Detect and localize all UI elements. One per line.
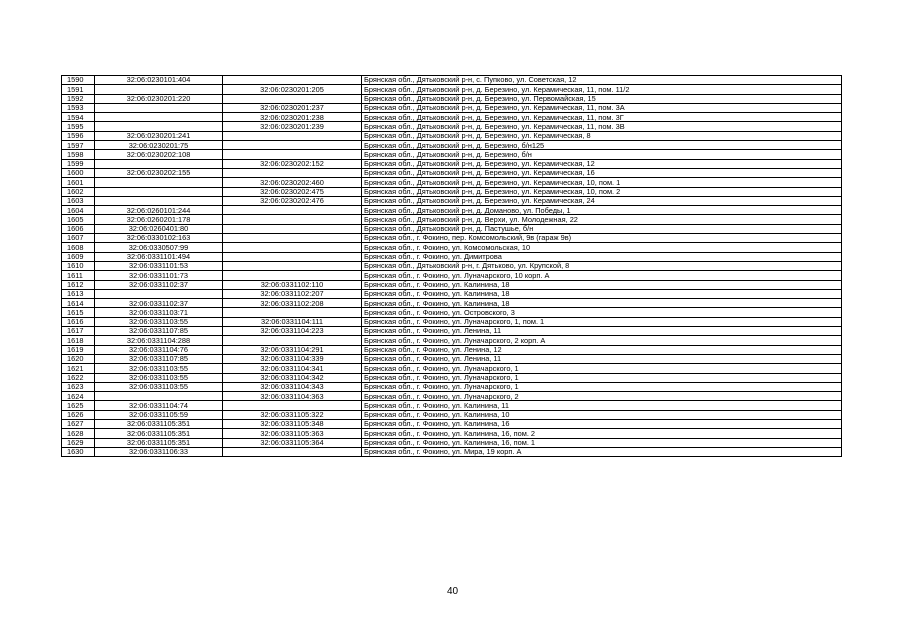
address-cell: Брянская обл., г. Фокино, ул. Калинина, 10 [362,410,842,419]
cadastral-number-cell [95,113,223,122]
row-number-cell: 1609 [62,252,95,261]
address-cell: Брянская обл., Дятьковский р-н, д. Березино, ул. Керамическая, 10, пом. 2 [362,187,842,196]
table-row [62,206,842,215]
premises-cadastral-number-cell: 32:06:0331102:110 [223,280,362,289]
table-row [62,196,842,205]
row-number-cell: 1624 [62,392,95,401]
premises-cadastral-number-cell: 32:06:0331104:342 [223,373,362,382]
premises-cadastral-number-cell [223,168,362,177]
address-cell: Брянская обл., г. Фокино, ул. Калинина, 18 [362,289,842,298]
row-number-cell: 1606 [62,224,95,233]
cadastral-number-cell: 32:06:0331105:351 [95,438,223,447]
table-row [62,299,842,308]
premises-cadastral-number-cell: 32:06:0331104:341 [223,364,362,373]
address-cell: Брянская обл., г. Фокино, ул. Димитрова [362,252,842,261]
row-number-cell: 1614 [62,299,95,308]
address-cell: Брянская обл., г. Фокино, ул. Калинина, 16 [362,419,842,428]
table-row [62,382,842,391]
table-row [62,113,842,122]
table-row [62,243,842,252]
cadastral-number-cell: 32:06:0330507:99 [95,243,223,252]
premises-cadastral-number-cell [223,94,362,103]
table-row [62,317,842,326]
row-number-cell: 1590 [62,76,95,85]
address-cell: Брянская обл., Дятьковский р-н, д. Доманово, ул. Победы, 1 [362,206,842,215]
cadastral-number-cell [95,196,223,205]
premises-cadastral-number-cell [223,401,362,410]
row-number-cell: 1617 [62,327,95,336]
cadastral-number-cell [95,392,223,401]
cadastral-number-cell: 32:06:0331105:351 [95,429,223,438]
row-number-cell: 1628 [62,429,95,438]
address-cell: Брянская обл., г. Фокино, ул. Калинина, 11 [362,401,842,410]
premises-cadastral-number-cell: 32:06:0230201:238 [223,113,362,122]
cadastral-number-cell: 32:06:0331105:351 [95,419,223,428]
premises-cadastral-number-cell [223,131,362,140]
table-row [62,141,842,150]
cadastral-number-cell: 32:06:0331103:55 [95,317,223,326]
address-cell: Брянская обл., г. Фокино, ул. Луначарского, 1 [362,364,842,373]
cadastral-number-cell [95,178,223,187]
table-row [62,410,842,419]
table-row [62,392,842,401]
address-cell: Брянская обл., Дятьковский р-н, д. Верхи, ул. Молодежная, 22 [362,215,842,224]
premises-cadastral-number-cell: 32:06:0331104:291 [223,345,362,354]
table-row [62,187,842,196]
table-row [62,308,842,317]
premises-cadastral-number-cell: 32:06:0230202:460 [223,178,362,187]
table-row [62,85,842,94]
premises-cadastral-number-cell: 32:06:0230202:475 [223,187,362,196]
row-number-cell: 1594 [62,113,95,122]
table-row [62,271,842,280]
row-number-cell: 1616 [62,317,95,326]
address-cell: Брянская обл., г. Фокино, ул. Островского, 3 [362,308,842,317]
table-row [62,178,842,187]
row-number-cell: 1595 [62,122,95,131]
table-row [62,327,842,336]
premises-cadastral-number-cell: 32:06:0331104:223 [223,327,362,336]
cadastral-number-cell: 32:06:0230201:241 [95,131,223,140]
premises-cadastral-number-cell [223,206,362,215]
premises-cadastral-number-cell [223,336,362,345]
address-cell: Брянская обл., Дятьковский р-н, д. Березино, ул. Керамическая, 11, пом. 3А [362,103,842,112]
address-cell: Брянская обл., г. Фокино, пер. Комсомольский, 9в (гараж 9в) [362,234,842,243]
cadastral-number-cell: 32:06:0331103:55 [95,364,223,373]
table-row [62,234,842,243]
premises-cadastral-number-cell [223,252,362,261]
address-cell: Брянская обл., Дятьковский р-н, д. Березино, ул. Керамическая, 11, пом. 3В [362,122,842,131]
premises-cadastral-number-cell: 32:06:0331104:363 [223,392,362,401]
row-number-cell: 1622 [62,373,95,382]
address-cell: Брянская обл., Дятьковский р-н, д. Березино, ул. Керамическая, 16 [362,168,842,177]
cadastral-number-cell: 32:06:0230101:404 [95,76,223,85]
table-row [62,131,842,140]
table-row [62,103,842,112]
cadastral-number-cell: 32:06:0260401:80 [95,224,223,233]
row-number-cell: 1608 [62,243,95,252]
row-number-cell: 1626 [62,410,95,419]
table-row [62,345,842,354]
cadastral-number-cell: 32:06:0331102:37 [95,280,223,289]
table-row [62,261,842,270]
premises-cadastral-number-cell: 32:06:0331102:207 [223,289,362,298]
registry-table [61,75,842,457]
row-number-cell: 1604 [62,206,95,215]
row-number-cell: 1607 [62,234,95,243]
row-number-cell: 1630 [62,447,95,456]
row-number-cell: 1618 [62,336,95,345]
premises-cadastral-number-cell [223,308,362,317]
address-cell: Брянская обл., Дятьковский р-н, д. Березино, ул. Керамическая, 8 [362,131,842,140]
row-number-cell: 1605 [62,215,95,224]
address-cell: Брянская обл., Дятьковский р-н, д. Березино, б/н125 [362,141,842,150]
address-cell: Брянская обл., г. Фокино, ул. Мира, 19 корп. А [362,447,842,456]
premises-cadastral-number-cell: 32:06:0331102:208 [223,299,362,308]
premises-cadastral-number-cell [223,76,362,85]
cadastral-number-cell: 32:06:0230202:155 [95,168,223,177]
cadastral-number-cell: 32:06:0331107:85 [95,327,223,336]
cadastral-number-cell: 32:06:0331103:71 [95,308,223,317]
row-number-cell: 1602 [62,187,95,196]
address-cell: Брянская обл., г. Фокино, ул. Луначарского, 1 [362,373,842,382]
cadastral-number-cell: 32:06:0260201:178 [95,215,223,224]
premises-cadastral-number-cell [223,243,362,252]
cadastral-number-cell: 32:06:0331101:73 [95,271,223,280]
row-number-cell: 1621 [62,364,95,373]
cadastral-number-cell [95,289,223,298]
cadastral-number-cell: 32:06:0331103:55 [95,373,223,382]
address-cell: Брянская обл., г. Фокино, ул. Калинина, 18 [362,299,842,308]
table-row [62,122,842,131]
premises-cadastral-number-cell [223,271,362,280]
row-number-cell: 1619 [62,345,95,354]
cadastral-number-cell [95,187,223,196]
address-cell: Брянская обл., г. Фокино, ул. Калинина, 18 [362,280,842,289]
cadastral-number-cell: 32:06:0331104:76 [95,345,223,354]
cadastral-number-cell: 32:06:0230201:220 [95,94,223,103]
address-cell: Брянская обл., Дятьковский р-н, с. Пупково, ул. Советская, 12 [362,76,842,85]
table-row [62,224,842,233]
row-number-cell: 1598 [62,150,95,159]
table-row [62,429,842,438]
address-cell: Брянская обл., г. Фокино, ул. Луначарского, 1 [362,382,842,391]
premises-cadastral-number-cell: 32:06:0230202:152 [223,159,362,168]
premises-cadastral-number-cell: 32:06:0331105:364 [223,438,362,447]
row-number-cell: 1610 [62,261,95,270]
table-row [62,336,842,345]
cadastral-number-cell: 32:06:0230201:75 [95,141,223,150]
address-cell: Брянская обл., г. Фокино, ул. Ленина, 11 [362,354,842,363]
address-cell: Брянская обл., г. Фокино, ул. Комсомольская, 10 [362,243,842,252]
row-number-cell: 1601 [62,178,95,187]
row-number-cell: 1623 [62,382,95,391]
table-row [62,150,842,159]
row-number-cell: 1596 [62,131,95,140]
premises-cadastral-number-cell: 32:06:0331104:343 [223,382,362,391]
address-cell: Брянская обл., Дятьковский р-н, д. Березино, ул. Керамическая, 24 [362,196,842,205]
row-number-cell: 1625 [62,401,95,410]
row-number-cell: 1593 [62,103,95,112]
cadastral-number-cell: 32:06:0331105:59 [95,410,223,419]
cadastral-number-cell: 32:06:0331103:55 [95,382,223,391]
cadastral-number-cell [95,85,223,94]
address-cell: Брянская обл., Дятьковский р-н, д. Березино, ул. Керамическая, 11, пом. 11/2 [362,85,842,94]
address-cell: Брянская обл., Дятьковский р-н, д. Березино, б/н [362,150,842,159]
row-number-cell: 1591 [62,85,95,94]
premises-cadastral-number-cell [223,447,362,456]
table-row [62,289,842,298]
table-row [62,168,842,177]
row-number-cell: 1599 [62,159,95,168]
address-cell: Брянская обл., г. Фокино, ул. Калинина, 16, пом. 2 [362,429,842,438]
address-cell: Брянская обл., г. Фокино, ул. Луначарского, 2 корп. А [362,336,842,345]
cadastral-number-cell: 32:06:0331104:288 [95,336,223,345]
table-row [62,364,842,373]
registry-table-body [62,76,842,457]
address-cell: Брянская обл., Дятьковский р-н, д. Березино, ул. Керамическая, 11, пом. 3Г [362,113,842,122]
premises-cadastral-number-cell [223,141,362,150]
address-cell: Брянская обл., Дятьковский р-н, д. Березино, ул. Керамическая, 12 [362,159,842,168]
table-row [62,401,842,410]
row-number-cell: 1611 [62,271,95,280]
page-number: 40 [446,586,459,597]
cadastral-number-cell: 32:06:0331102:37 [95,299,223,308]
table-row [62,438,842,447]
address-cell: Брянская обл., г. Фокино, ул. Калинина, 16, пом. 1 [362,438,842,447]
address-cell: Брянская обл., г. Фокино, ул. Ленина, 11 [362,327,842,336]
table-row [62,373,842,382]
cadastral-number-cell [95,159,223,168]
premises-cadastral-number-cell [223,224,362,233]
table-row [62,447,842,456]
address-cell: Брянская обл., г. Фокино, ул. Ленина, 12 [362,345,842,354]
address-cell: Брянская обл., г. Фокино, ул. Луначарского, 2 [362,392,842,401]
table-row [62,354,842,363]
cadastral-number-cell: 32:06:0230202:108 [95,150,223,159]
row-number-cell: 1615 [62,308,95,317]
table-row [62,419,842,428]
table-row [62,252,842,261]
row-number-cell: 1603 [62,196,95,205]
row-number-cell: 1597 [62,141,95,150]
premises-cadastral-number-cell: 32:06:0331104:111 [223,317,362,326]
premises-cadastral-number-cell: 32:06:0331104:339 [223,354,362,363]
row-number-cell: 1620 [62,354,95,363]
address-cell: Брянская обл., Дятьковский р-н, д. Пастушье, б/н [362,224,842,233]
premises-cadastral-number-cell: 32:06:0230201:239 [223,122,362,131]
address-cell: Брянская обл., г. Фокино, ул. Луначарского, 1, пом. 1 [362,317,842,326]
cadastral-number-cell: 32:06:0260101:244 [95,206,223,215]
table-row [62,159,842,168]
premises-cadastral-number-cell: 32:06:0331105:348 [223,419,362,428]
table-row [62,215,842,224]
address-cell: Брянская обл., Дятьковский р-н, д. Березино, ул. Первомайская, 15 [362,94,842,103]
cadastral-number-cell: 32:06:0331107:85 [95,354,223,363]
premises-cadastral-number-cell: 32:06:0331105:363 [223,429,362,438]
premises-cadastral-number-cell [223,150,362,159]
table-row [62,94,842,103]
cadastral-number-cell: 32:06:0331101:53 [95,261,223,270]
cadastral-number-cell: 32:06:0331101:494 [95,252,223,261]
cadastral-number-cell [95,103,223,112]
address-cell: Брянская обл., Дятьковский р-н, д. Березино, ул. Керамическая, 10, пом. 1 [362,178,842,187]
cadastral-number-cell: 32:06:0331106:33 [95,447,223,456]
address-cell: Брянская обл., г. Фокино, ул. Луначарского, 10 корп. А [362,271,842,280]
cadastral-number-cell: 32:06:0330102:163 [95,234,223,243]
premises-cadastral-number-cell [223,215,362,224]
row-number-cell: 1627 [62,419,95,428]
premises-cadastral-number-cell: 32:06:0230201:205 [223,85,362,94]
row-number-cell: 1613 [62,289,95,298]
cadastral-number-cell [95,122,223,131]
address-cell: Брянская обл., Дятьковский р-н, г. Дятьково, ул. Крупской, 8 [362,261,842,270]
premises-cadastral-number-cell: 32:06:0230201:237 [223,103,362,112]
table-row [62,280,842,289]
cadastral-number-cell: 32:06:0331104:74 [95,401,223,410]
row-number-cell: 1600 [62,168,95,177]
premises-cadastral-number-cell [223,261,362,270]
premises-cadastral-number-cell: 32:06:0230202:476 [223,196,362,205]
row-number-cell: 1629 [62,438,95,447]
table-row [62,76,842,85]
premises-cadastral-number-cell [223,234,362,243]
row-number-cell: 1612 [62,280,95,289]
row-number-cell: 1592 [62,94,95,103]
premises-cadastral-number-cell: 32:06:0331105:322 [223,410,362,419]
